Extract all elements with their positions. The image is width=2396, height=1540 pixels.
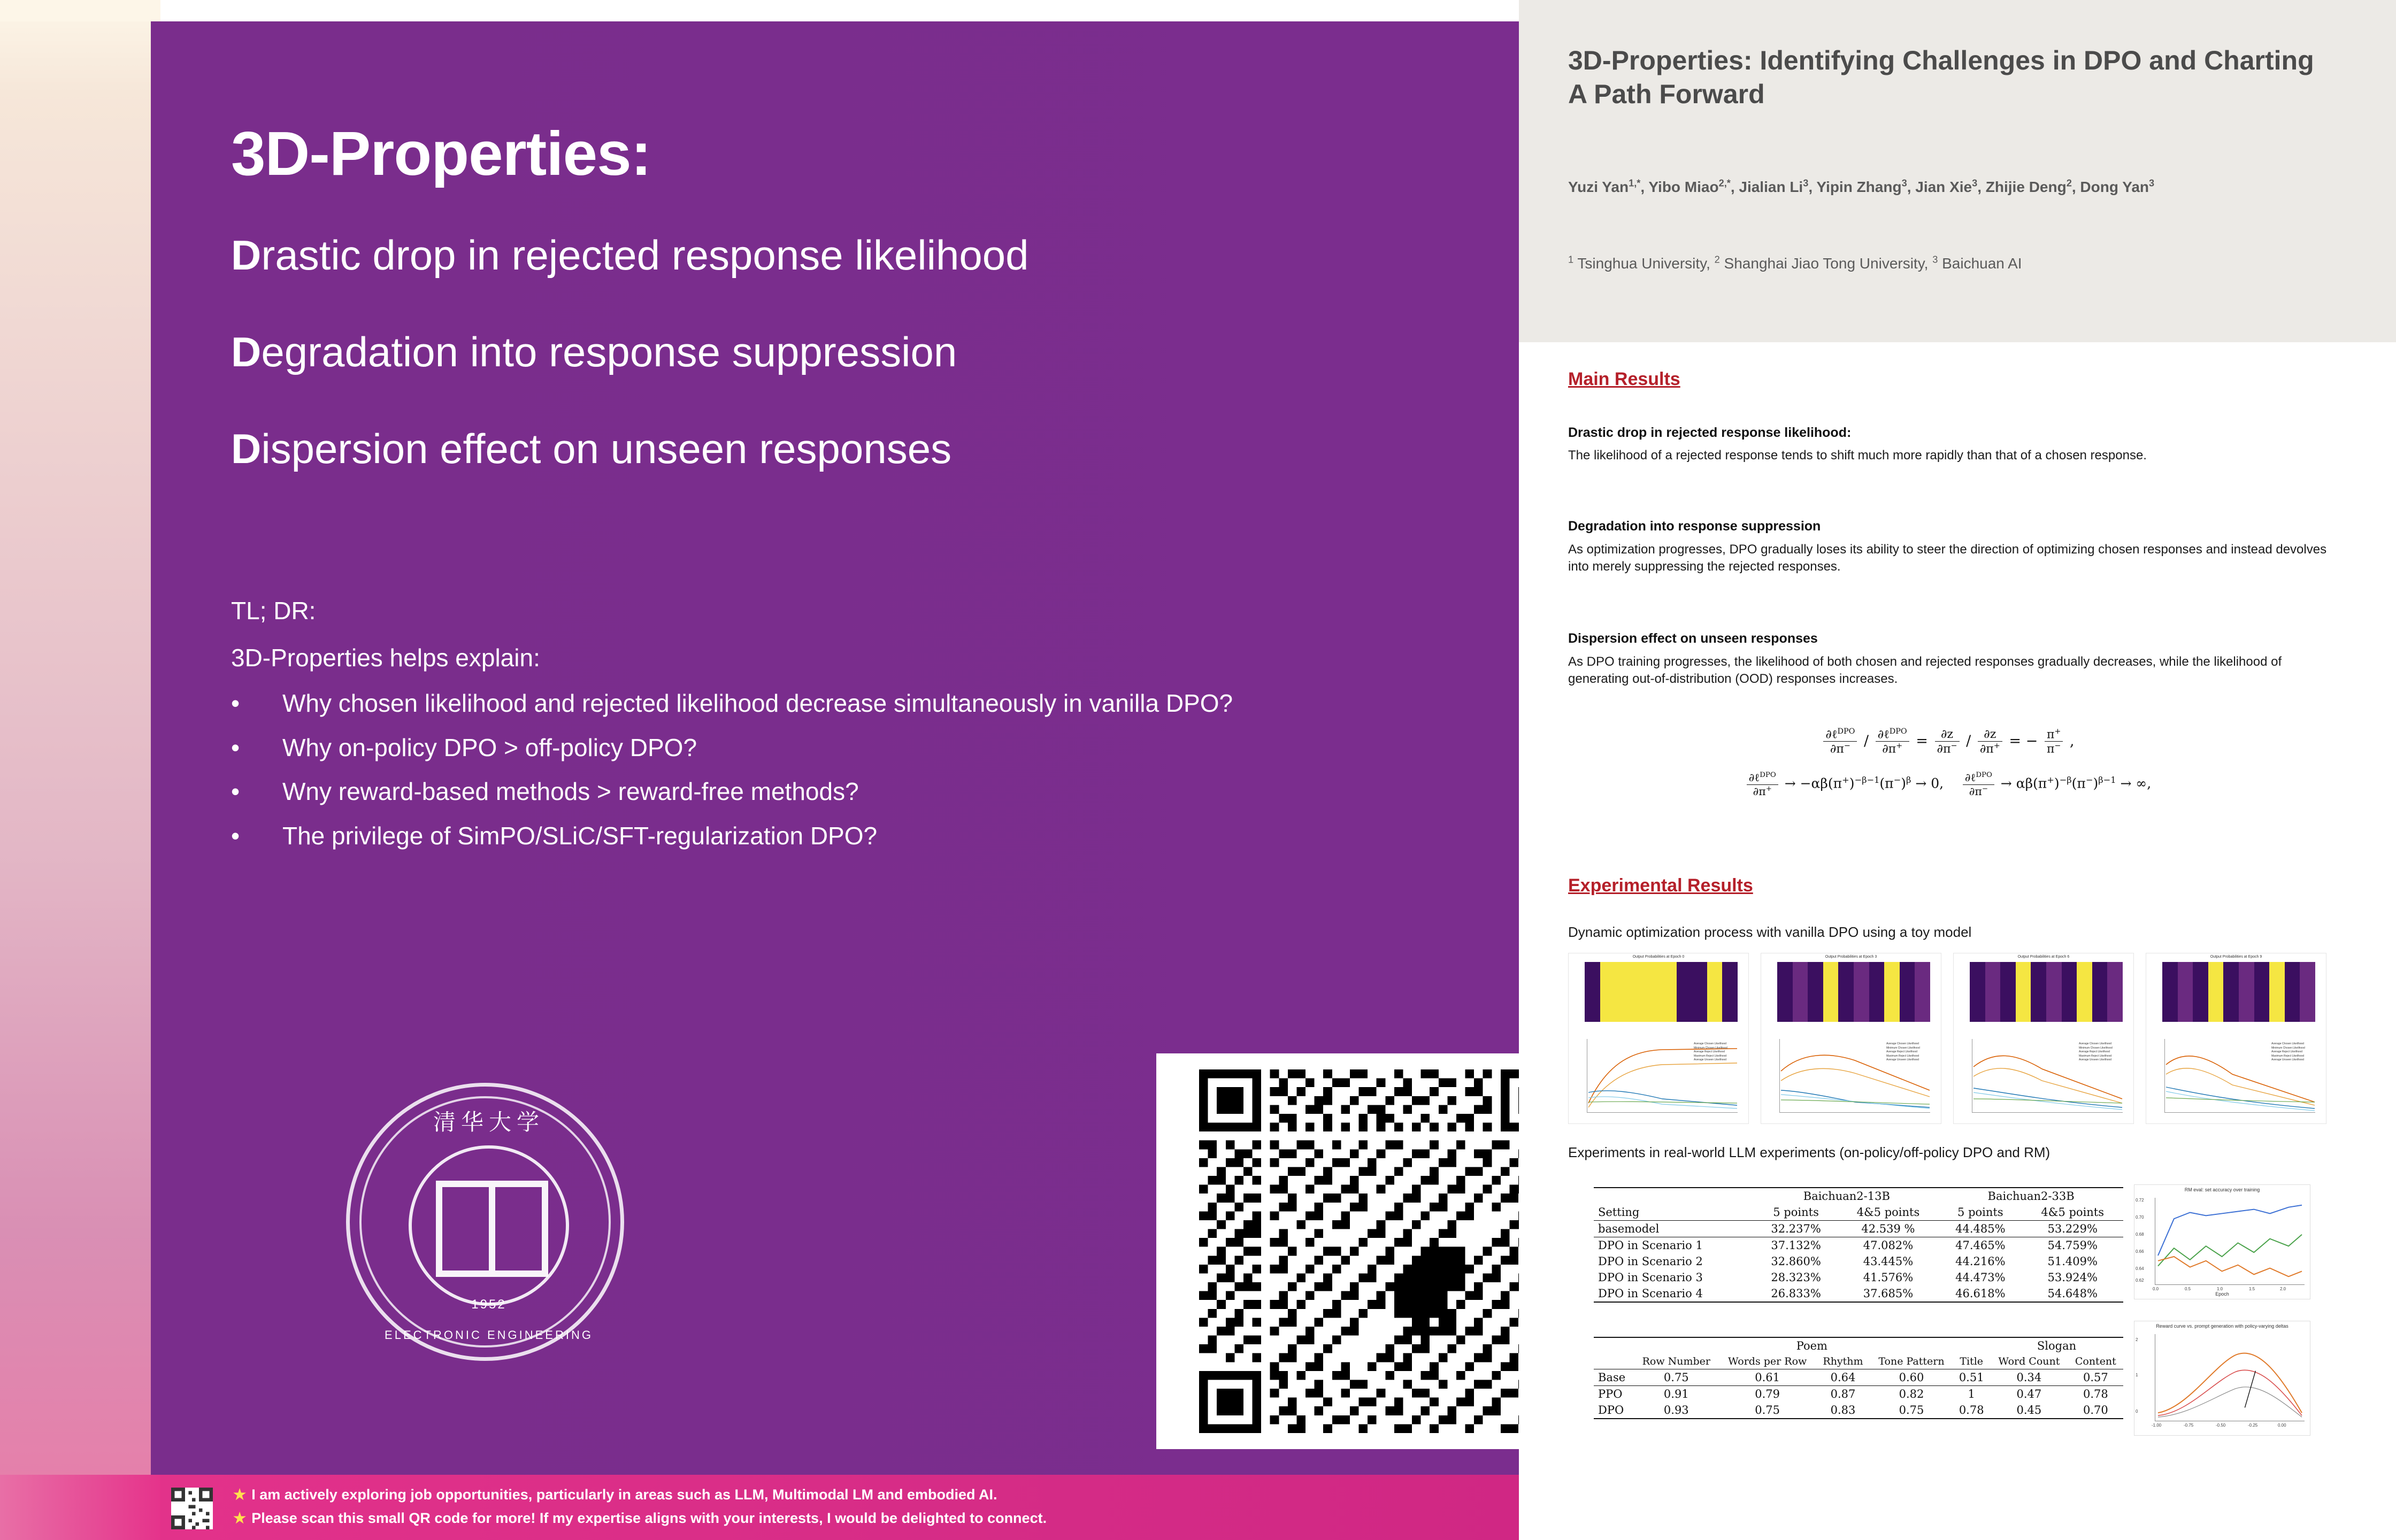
main-result-3-title: Dispersion effect on unseen responses (1568, 631, 1818, 646)
bullet-text: Wny reward-based methods > reward-free methods? (282, 777, 859, 806)
toy-panel-3 (1953, 953, 2134, 1124)
contact-qr-code[interactable] (171, 1488, 213, 1529)
list-item (231, 690, 1461, 717)
toy-panel-4-legend (2271, 1042, 2323, 1062)
rm-accuracy-xlabel: Epoch (2215, 1291, 2229, 1297)
legend-entry: Average Unseen Likelihood (1886, 1058, 1919, 1061)
legend-entry: Average Unseen Likelihood (2271, 1058, 2305, 1061)
seal-year: 1952 (471, 1297, 506, 1312)
cell: 0.47 (1990, 1386, 2068, 1403)
table-col-content: Content (2075, 1356, 2116, 1367)
cell: 43.445% (1863, 1255, 1914, 1268)
cell: 0.91 (1634, 1386, 1719, 1403)
legend-entry: Maximum Reject Likelihood (2271, 1054, 2305, 1058)
y-tick: 0.72 (2136, 1198, 2144, 1203)
legend-entry: Maximum Reject Likelihood (2079, 1054, 2112, 1058)
bullet-text: The privilege of SimPO/SLiC/SFT-regularization DPO? (282, 821, 878, 850)
toy-panel-1-heat-title: Output Probabilities at Epoch 0 (1632, 955, 1685, 959)
cell: 0.61 (1719, 1369, 1816, 1386)
x-tick: -0.50 (2216, 1423, 2226, 1428)
cell: 0.78 (1953, 1402, 1990, 1419)
poster-purple-panel (151, 21, 1519, 1476)
toy-panel-1 (1568, 953, 1749, 1124)
cell: 54.648% (2022, 1285, 2123, 1302)
small-qr-code-icon (171, 1488, 213, 1529)
cell: 37.685% (1838, 1285, 1939, 1302)
star-icon: ★ (233, 1487, 247, 1503)
cell: 47.082% (1838, 1237, 1939, 1254)
experiment-caption-2: Experiments in real-world LLM experiments (on-policy/off-policy DPO and RM) (1568, 1144, 2051, 1160)
poster-subtitle-3-cap: D (231, 425, 262, 472)
llm-results-table (1594, 1187, 2123, 1303)
experiment-caption-1: Dynamic optimization process with vanilla DPO using a toy model (1568, 924, 1972, 940)
table-col-setting: Setting (1598, 1206, 1640, 1219)
tldr-bullet-list (231, 690, 1461, 866)
section-heading-main-results: Main Results (1568, 369, 1680, 389)
cell: 0.75 (1870, 1402, 1953, 1419)
y-tick: 0 (2136, 1409, 2138, 1414)
cell: 0.34 (1990, 1369, 2068, 1386)
cell: 41.576% (1863, 1271, 1914, 1284)
table-row (1594, 1188, 2123, 1204)
tldr-label: TL; DR: (231, 597, 316, 625)
cell: 1 (1953, 1386, 1990, 1403)
cell: 47.465% (1939, 1237, 2022, 1254)
table-group-header-13b: Baichuan2-13B (1754, 1188, 1939, 1204)
toy-panel-3-heat-title: Output Probabilities at Epoch 6 (2017, 955, 2070, 959)
table-row (1594, 1204, 2123, 1221)
table-row (1594, 1369, 2123, 1386)
table-row (1594, 1221, 2123, 1237)
toy-panel-3-heatmap (1970, 962, 2123, 1022)
toy-panel-2 (1761, 953, 1941, 1124)
toy-panel-3-legend (2079, 1042, 2130, 1062)
reward-curve-plot-title: Reward curve vs. prompt generation with policy-varying deltas (2156, 1323, 2289, 1329)
poster-title: 3D-Properties: (231, 119, 651, 188)
table-col-tone-pattern: Tone Pattern (1878, 1356, 1945, 1367)
legend-entry: Average Chosen Likelihood (1694, 1042, 1727, 1045)
cell: 54.759% (2022, 1237, 2123, 1254)
table-col-row-number: Row Number (1642, 1356, 1710, 1367)
poster-subtitle-3 (231, 425, 951, 473)
cell: 0.78 (2068, 1386, 2123, 1403)
table-col-blank (1594, 1354, 1634, 1369)
rm-accuracy-plot (2134, 1184, 2310, 1299)
list-item (231, 822, 1461, 850)
legend-entry: Average Reject Likelihood (2271, 1050, 2303, 1053)
cell: 53.229% (2022, 1221, 2123, 1237)
cell: 0.93 (1634, 1402, 1719, 1419)
legend-entry: Average Unseen Likelihood (2079, 1058, 2112, 1061)
x-tick: 1.0 (2217, 1287, 2223, 1291)
gradient-formula-block (1568, 727, 2328, 798)
poster-subtitle-1-rest: rastic drop in rejected response likelihood (261, 232, 1029, 279)
table-row (1594, 1402, 2123, 1419)
main-result-1-body: The likelihood of a rejected response tends to shift much more rapidly than that of a chosen response. (1568, 448, 2147, 463)
cell: 0.87 (1816, 1386, 1870, 1403)
poster-subtitle-1 (231, 231, 1028, 280)
x-tick: 1.5 (2249, 1287, 2255, 1291)
table-col-words-per-row: Words per Row (1728, 1356, 1807, 1367)
table-row (1594, 1386, 2123, 1403)
x-tick: -1.00 (2152, 1423, 2162, 1428)
table-col-word-count: Word Count (1998, 1356, 2060, 1367)
table-col-13b-5: 5 points (1773, 1206, 1819, 1219)
cell: 0.75 (1719, 1402, 1816, 1419)
toy-panel-1-heatmap (1585, 962, 1738, 1022)
table-col-title: Title (1960, 1356, 1984, 1367)
cell: 44.485% (1939, 1221, 2022, 1237)
banner-message-2 (233, 1510, 1047, 1527)
university-seal-logo (346, 1083, 624, 1361)
poster-subtitle-2-rest: egradation into response suppression (261, 328, 957, 375)
poster-subtitle-2 (231, 328, 957, 376)
reward-curve-plot (2134, 1321, 2310, 1436)
cell: 44.216% (1955, 1255, 2006, 1268)
x-tick: 2.0 (2280, 1287, 2286, 1291)
legend-entry: Average Chosen Likelihood (1886, 1042, 1919, 1045)
right-column-bottom-gap (1519, 1475, 2396, 1540)
table-group-header-33b: Baichuan2-33B (1939, 1188, 2123, 1204)
y-tick: 0.64 (2136, 1266, 2144, 1271)
table-row (1594, 1269, 2123, 1285)
row-label: PPO (1594, 1386, 1634, 1403)
legend-entry: Maximum Reject Likelihood (1886, 1054, 1919, 1058)
row-label: Base (1594, 1369, 1634, 1386)
table-group-header-slogan: Slogan (1990, 1337, 2123, 1354)
row-label: DPO in Scenario 3 (1598, 1271, 1703, 1284)
left-stripe-top-cap (0, 0, 160, 21)
banner-message-1-text: I am actively exploring job opportunities, particularly in areas such as LLM, Multimodal LM and embodied AI. (251, 1487, 997, 1503)
poster-subtitle-1-cap: D (231, 232, 262, 279)
table-col-33b-45: 4&5 points (2041, 1206, 2105, 1219)
main-result-3-body: As DPO training progresses, the likelihood of both chosen and rejected responses gradually decreases, while the likelihood of generating out-of-distribution (OOD) responses increases. (1568, 654, 2282, 687)
legend-entry: Average Reject Likelihood (1694, 1050, 1725, 1053)
bullet-marker-icon: • (231, 821, 240, 850)
bullet-text: Why chosen likelihood and rejected likelihood decrease simultaneously in vanilla DPO? (282, 689, 1233, 717)
cell: 0.79 (1719, 1386, 1816, 1403)
left-decorative-stripe (0, 0, 160, 1540)
seal-top-text: 清华大学 (433, 1109, 544, 1135)
legend-entry: Minimum Chosen Likelihood (2079, 1046, 2113, 1050)
cell: 0.45 (1990, 1402, 2068, 1419)
author-list: Yuzi Yan$^{1,*}$, Yibo Miao$^{2,*}$, Jialian Li$^3$, Yipin Zhang$^3$, Jian Xie$^3$, Zhijie Deng$^2$, Dong Yan$^3$ (1568, 178, 2155, 195)
y-tick: 1 (2136, 1373, 2138, 1377)
table-row (1594, 1354, 2123, 1369)
row-label: DPO (1594, 1402, 1634, 1419)
cell: 0.57 (2068, 1369, 2123, 1386)
toy-panel-4-heat-title: Output Probabilities at Epoch 9 (2210, 955, 2262, 959)
legend-entry: Maximum Reject Likelihood (1694, 1054, 1727, 1058)
table-col-13b-45: 4&5 points (1856, 1206, 1920, 1219)
bullet-marker-icon: • (231, 777, 240, 806)
table-group-header-blank (1594, 1188, 1754, 1204)
main-result-1-title: Drastic drop in rejected response likelihood: (1568, 425, 1852, 440)
table-row (1594, 1253, 2123, 1269)
list-item (231, 734, 1461, 761)
legend-entry: Minimum Chosen Likelihood (2271, 1046, 2305, 1050)
poster-subtitle-3-rest: ispersion effect on unseen responses (261, 425, 952, 472)
cell: 44.473% (1955, 1271, 2006, 1284)
row-label: DPO in Scenario 1 (1594, 1237, 1754, 1254)
banner-message-1 (233, 1487, 997, 1503)
legend-entry: Minimum Chosen Likelihood (1886, 1046, 1920, 1050)
y-tick: 0.66 (2136, 1249, 2144, 1254)
toy-panel-4 (2146, 953, 2326, 1124)
bullet-marker-icon: • (231, 689, 240, 717)
cell: 46.618% (1939, 1285, 2022, 1302)
main-result-2-title: Degradation into response suppression (1568, 519, 1821, 534)
row-label: DPO in Scenario 2 (1598, 1255, 1703, 1268)
affiliation-list: $^1$ Tsinghua University, $^2$ Shanghai Jiao Tong University, $^3$ Baichuan AI (1568, 254, 2022, 272)
table-row (1594, 1237, 2123, 1254)
bullet-marker-icon: • (231, 733, 240, 761)
x-tick: -0.75 (2184, 1423, 2194, 1428)
cell: 0.51 (1953, 1369, 1990, 1386)
x-tick: 0.5 (2185, 1287, 2191, 1291)
banner-message-2-text: Please scan this small QR code for more! If my expertise aligns with your interests, I would be delighted to connect. (251, 1510, 1047, 1526)
seal-bottom-text: ELECTRONIC ENGINEERING (385, 1328, 593, 1342)
cell: 42.539 % (1838, 1221, 1939, 1237)
cell: 51.409% (2047, 1255, 2098, 1268)
main-result-2-body: As optimization progresses, DPO gradually loses its ability to steer the direction of optimizing chosen responses and instead devolves into merely suppressing the rejected responses. (1568, 542, 2327, 574)
cell: 37.132% (1754, 1237, 1837, 1254)
cell: 0.64 (1816, 1369, 1870, 1386)
bullet-text: Why on-policy DPO > off-policy DPO? (282, 733, 697, 761)
paper-header-block (1519, 0, 2396, 342)
row-label: DPO in Scenario 4 (1594, 1285, 1754, 1302)
table-row (1594, 1337, 2123, 1354)
poem-slogan-table (1594, 1337, 2123, 1419)
x-tick: 0.0 (2153, 1287, 2159, 1291)
x-tick: -0.25 (2248, 1423, 2258, 1428)
toy-panel-4-heatmap (2162, 962, 2315, 1022)
cell: 26.833% (1754, 1285, 1837, 1302)
table-row (1594, 1285, 2123, 1302)
poster-subtitle-2-cap: D (231, 328, 262, 375)
toy-panel-2-legend (1886, 1042, 1938, 1062)
y-tick: 0.70 (2136, 1215, 2144, 1220)
list-item (231, 778, 1461, 805)
table-col-rhythm: Rhythm (1823, 1356, 1863, 1367)
seal-inner-ring (409, 1145, 569, 1306)
cell: 0.75 (1634, 1369, 1719, 1386)
reward-curve-series (2155, 1334, 2305, 1421)
table-group-header-blank (1594, 1337, 1634, 1354)
y-tick: 0.62 (2136, 1278, 2144, 1283)
toy-panel-1-legend (1694, 1042, 1745, 1062)
rm-accuracy-series (2155, 1198, 2305, 1284)
formula-line-1: $\frac{\partial\ell^{DPO}}{\partial\pi^-}$ / $\frac{\partial\ell^{DPO}}{\partial\pi^+}$ = $\frac{\partial z}{\partial\pi^-}$ / $\frac{\partial z}{\partial\pi^+}$ = − $\frac{\pi^+}{\pi^-}$ , (1568, 727, 2328, 756)
x-tick: 0.00 (2278, 1423, 2286, 1428)
table-group-header-poem: Poem (1634, 1337, 1990, 1354)
page-title: 3D-Properties: Identifying Challenges in DPO and Charting A Path Forward (1568, 45, 2314, 109)
toy-panel-2-heat-title: Output Probabilities at Epoch 3 (1825, 955, 1877, 959)
seal-emblem-icon (436, 1181, 548, 1277)
formula-line-2: $\frac{\partial\ell^{DPO}}{\partial\pi^+}$ → $-\alpha\beta(\pi^+)^{-\beta-1}(\pi^-)^\beta \to 0$, $\frac{\partial\ell^{DPO}}{\partial\pi^-}$ → $\alpha\beta(\pi^+)^{-\beta}(\pi^-)^{\beta-1}$ → ∞, (1568, 771, 2328, 798)
cell: 0.83 (1816, 1402, 1870, 1419)
section-heading-experimental-results: Experimental Results (1568, 875, 1753, 896)
legend-entry: Average Unseen Likelihood (1694, 1058, 1727, 1061)
cell: 0.82 (1870, 1386, 1953, 1403)
cell: 0.60 (1870, 1369, 1953, 1386)
legend-entry: Average Chosen Likelihood (2271, 1042, 2305, 1045)
tldr-subtitle: 3D-Properties helps explain: (231, 644, 540, 672)
rm-accuracy-axes (2155, 1198, 2305, 1285)
y-tick: 2 (2136, 1337, 2138, 1342)
cell: 0.70 (2068, 1402, 2123, 1419)
y-tick: 0.68 (2136, 1232, 2144, 1237)
banner-left-accent (0, 1475, 160, 1540)
table-col-33b-5: 5 points (1957, 1206, 2003, 1219)
legend-entry: Average Reject Likelihood (1886, 1050, 1918, 1053)
cell: 28.323% (1771, 1271, 1821, 1284)
toy-panel-2-heatmap (1777, 962, 1930, 1022)
cell: 32.860% (1771, 1255, 1821, 1268)
star-icon: ★ (233, 1510, 247, 1526)
legend-entry: Minimum Chosen Likelihood (1694, 1046, 1727, 1050)
cell: 53.924% (2047, 1271, 2098, 1284)
cell: 32.237% (1754, 1221, 1837, 1237)
row-label: basemodel (1594, 1221, 1754, 1237)
legend-entry: Average Chosen Likelihood (2079, 1042, 2112, 1045)
reward-curve-axes (2155, 1334, 2305, 1421)
legend-entry: Average Reject Likelihood (2079, 1050, 2110, 1053)
toy-model-figure-strip (1568, 953, 2328, 1124)
rm-accuracy-plot-title: RM eval: set accuracy over training (2184, 1187, 2260, 1192)
